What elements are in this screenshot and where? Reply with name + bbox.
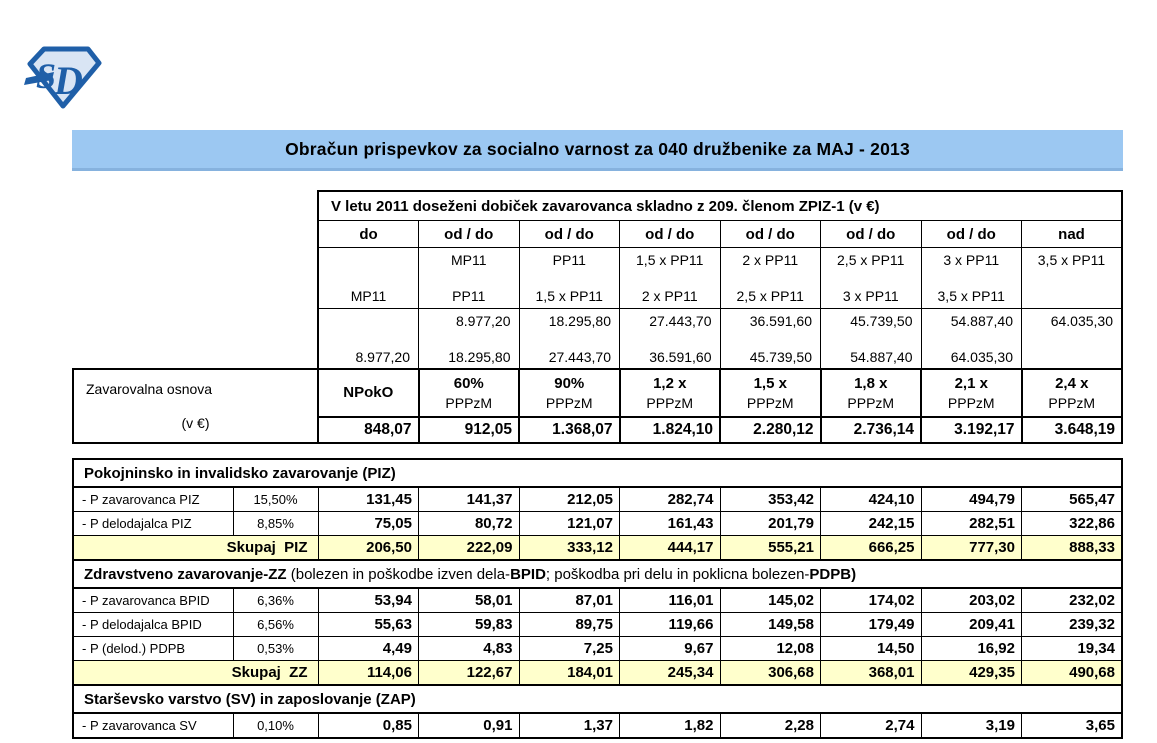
total-value: 114,06 [318,661,419,686]
bound-top: MP11 [450,252,487,268]
row-value: 55,63 [318,613,419,637]
bound-bottom: PP11 [452,288,486,304]
base-header-line2: PPPzM [746,395,794,411]
row-value: 80,72 [419,512,520,536]
base-value-cell: 1.824,10 [620,417,721,443]
row-value: 0,91 [419,713,520,738]
table-row-sv-employee [73,713,1122,738]
bound-bottom: 45.739,50 [749,349,812,365]
bound-bottom: 36.591,60 [649,349,712,365]
base-value-cell: 3.648,19 [1022,417,1123,443]
row-value: 179,49 [821,613,922,637]
bound-value-cell [318,309,419,371]
bound-top: PP11 [552,252,586,268]
profit-title-row [318,191,1122,221]
bound-bottom: 3 x PP11 [842,288,899,304]
row-value: 19,34 [1022,637,1123,661]
row-label: - P zavarovanca BPID [73,588,233,613]
bound-label-cell [318,248,419,309]
row-value: 282,51 [921,512,1022,536]
section-header-sv-zap [73,685,1122,713]
row-value: 9,67 [620,637,721,661]
row-value: 1,37 [519,713,620,738]
bound-label-cell [419,248,520,309]
row-value: 282,74 [620,487,721,512]
row-value: 12,08 [720,637,821,661]
total-value: 888,33 [1022,536,1123,561]
bound-top: 3 x PP11 [943,252,1000,268]
row-value: 209,41 [921,613,1022,637]
base-value-cell: 2.736,14 [821,417,922,443]
base-header-line2: PPPzM [545,395,593,411]
row-value: 3,19 [921,713,1022,738]
insurance-base-table [72,368,1123,444]
total-value: 122,67 [419,661,520,686]
row-rate: 8,85% [233,512,318,536]
row-value: 116,01 [620,588,721,613]
bound-value-cell [720,309,821,371]
base-header-line1: NPokO [343,384,394,401]
base-value-cell: 1.368,07 [519,417,620,443]
profit-range-header-row [318,221,1122,248]
bound-top: 8.977,20 [456,313,511,329]
bound-value-cell [419,309,520,371]
row-value: 4,49 [318,637,419,661]
bound-bottom [1030,348,1113,366]
row-value: 2,28 [720,713,821,738]
row-value: 3,65 [1022,713,1123,738]
row-label: - P delodajalca PIZ [73,512,233,536]
row-rate: 6,56% [233,613,318,637]
table-row-bpid-employee [73,588,1122,613]
base-header-line2: PPPzM [646,395,694,411]
total-value: 490,68 [1022,661,1123,686]
total-value: 184,01 [519,661,620,686]
bound-value-cell [519,309,620,371]
row-value: 4,83 [419,637,520,661]
row-value: 212,05 [519,487,620,512]
total-value: 206,50 [318,536,419,561]
zz-title-regular: ; poškodba pri delu in poklicna bolezen- [545,565,810,583]
base-header-line1: 1,8 x [854,375,888,392]
row-value: 494,79 [921,487,1022,512]
base-header-line2: PPPzM [847,395,895,411]
total-value: 368,01 [821,661,922,686]
total-value: 306,68 [720,661,821,686]
insurance-base-unit: (v €) [181,415,210,431]
bound-value-cell [921,309,1022,371]
bound-top [327,251,410,269]
row-value: 1,82 [620,713,721,738]
zz-title-bold: BPID [510,565,546,583]
range-header-cell: od / do [720,221,821,248]
row-value: 149,58 [720,613,821,637]
base-col-header [318,369,419,417]
range-header-cell: do [318,221,419,248]
section-title: Starševsko varstvo (SV) in zaposlovanje (ZAP) [73,685,1122,713]
base-header-line1: 90% [554,375,585,392]
base-value-cell: 912,05 [419,417,520,443]
bound-top: 18.295,80 [548,313,611,329]
base-col-header [419,369,520,417]
bound-top: 45.739,50 [850,313,913,329]
page-title: Obračun prispevkov za socialno varnost za 040 družbenike za MAJ - 2013 [285,138,910,159]
bound-bottom: 54.887,40 [850,349,913,365]
row-value: 14,50 [821,637,922,661]
base-value-cell: 848,07 [318,417,419,443]
title-banner [72,130,1123,171]
base-col-header [921,369,1022,417]
section-title: Pokojninsko in invalidsko zavarovanje (PIZ) [73,459,1122,487]
row-value: 424,10 [821,487,922,512]
row-rate: 6,36% [233,588,318,613]
row-rate: 0,10% [233,713,318,738]
row-value: 141,37 [419,487,520,512]
total-value: 429,35 [921,661,1022,686]
bound-label-cell [1022,248,1123,309]
section-title [73,560,1122,588]
bound-top: 27.443,70 [649,313,712,329]
insurance-base-label: Zavarovalna osnova [86,381,213,397]
section-header-zz [73,560,1122,588]
total-value: 444,17 [620,536,721,561]
logo-letter-s: S [36,56,57,96]
row-value: 87,01 [519,588,620,613]
table-row-pdpb [73,637,1122,661]
row-value: 121,07 [519,512,620,536]
bound-bottom: 27.443,70 [548,349,611,365]
row-label: - P delodajalca BPID [73,613,233,637]
range-header-cell: od / do [620,221,721,248]
base-col-header [821,369,922,417]
range-header-cell: od / do [921,221,1022,248]
total-value: 222,09 [419,536,520,561]
range-header-cell: od / do [821,221,922,248]
base-col-header [620,369,721,417]
company-logo [24,44,104,110]
bound-value-cell [620,309,721,371]
logo-letter-d: D [54,58,83,103]
total-value: 666,25 [821,536,922,561]
bound-bottom [1030,287,1113,305]
total-row-piz [73,536,1122,561]
total-label: Skupaj ZZ [73,661,318,686]
zz-title-bold: PDPB) [809,565,857,583]
bound-top: 1,5 x PP11 [636,252,704,268]
row-value: 89,75 [519,613,620,637]
bound-top: 54.887,40 [950,313,1013,329]
bound-bottom: 2 x PP11 [641,288,698,304]
range-header-cell: nad [1022,221,1123,248]
insurance-base-label-cell [73,369,318,443]
row-value: 239,32 [1022,613,1123,637]
total-value: 333,12 [519,536,620,561]
bound-bottom: 18.295,80 [448,349,511,365]
row-value: 353,42 [720,487,821,512]
table-row-piz-employee [73,487,1122,512]
total-row-zz [73,661,1122,686]
base-col-header [519,369,620,417]
bound-bottom: 8.977,20 [355,349,410,365]
row-value: 232,02 [1022,588,1123,613]
row-value: 242,15 [821,512,922,536]
row-value: 565,47 [1022,487,1123,512]
row-label: - P zavarovanca SV [73,713,233,738]
row-value: 131,45 [318,487,419,512]
row-value: 145,02 [720,588,821,613]
row-rate: 0,53% [233,637,318,661]
bound-bottom: 1,5 x PP11 [535,288,603,304]
base-header-line1: 2,1 x [954,375,988,392]
row-value: 53,94 [318,588,419,613]
total-value: 777,30 [921,536,1022,561]
bound-bottom: 2,5 x PP11 [736,288,804,304]
contributions-table [72,458,1123,739]
bound-value-cell [1022,309,1123,371]
base-header-line1: 60% [453,375,484,392]
base-header-line2: PPPzM [947,395,995,411]
row-value: 16,92 [921,637,1022,661]
profit-bound-labels-row [318,248,1122,309]
bound-label-cell [720,248,821,309]
row-value: 59,83 [419,613,520,637]
profit-table-title: V letu 2011 doseženi dobiček zavarovanca skladno z 209. členom ZPIZ-1 (v €) [318,191,1122,221]
zz-title-regular: (bolezen in poškodbe izven dela- [286,565,511,583]
bound-top: 3,5 x PP11 [1037,252,1106,268]
base-value-cell: 2.280,12 [720,417,821,443]
row-rate: 15,50% [233,487,318,512]
row-value: 58,01 [419,588,520,613]
zz-title-bold: Zdravstveno zavarovanje-ZZ [84,565,287,583]
row-value: 201,79 [720,512,821,536]
bound-bottom: MP11 [350,288,387,304]
bound-value-cell [821,309,922,371]
row-label: - P zavarovanca PIZ [73,487,233,512]
row-value: 119,66 [620,613,721,637]
base-value-cell: 3.192,17 [921,417,1022,443]
base-col-header [720,369,821,417]
row-value: 203,02 [921,588,1022,613]
section-header-piz [73,459,1122,487]
range-header-cell: od / do [519,221,620,248]
row-value: 2,74 [821,713,922,738]
total-value: 245,34 [620,661,721,686]
profit-bound-values-row [318,309,1122,371]
bound-top: 36.591,60 [749,313,812,329]
row-value: 322,86 [1022,512,1123,536]
row-value: 174,02 [821,588,922,613]
base-header-line2: PPPzM [445,395,493,411]
bound-top [327,312,410,330]
bound-label-cell [620,248,721,309]
table-row-bpid-employer [73,613,1122,637]
row-value: 161,43 [620,512,721,536]
row-value: 75,05 [318,512,419,536]
profit-ranges-table [317,190,1123,371]
base-header-line1: 2,4 x [1055,375,1089,392]
base-col-header [1022,369,1123,417]
base-header-line1: 1,2 x [653,375,687,392]
row-value: 0,85 [318,713,419,738]
bound-label-cell [519,248,620,309]
total-value: 555,21 [720,536,821,561]
row-value: 7,25 [519,637,620,661]
table-row-piz-employer [73,512,1122,536]
bound-bottom: 64.035,30 [950,349,1013,365]
base-header-line2: PPPzM [1048,395,1096,411]
bound-label-cell [821,248,922,309]
bound-bottom: 3,5 x PP11 [937,288,1005,304]
bound-label-cell [921,248,1022,309]
total-label: Skupaj PIZ [73,536,318,561]
base-header-line1: 1,5 x [753,375,787,392]
bound-top: 2 x PP11 [742,252,799,268]
row-label: - P (delod.) PDPB [73,637,233,661]
range-header-cell: od / do [419,221,520,248]
bound-top: 2,5 x PP11 [837,252,905,268]
bound-top: 64.035,30 [1050,313,1113,329]
